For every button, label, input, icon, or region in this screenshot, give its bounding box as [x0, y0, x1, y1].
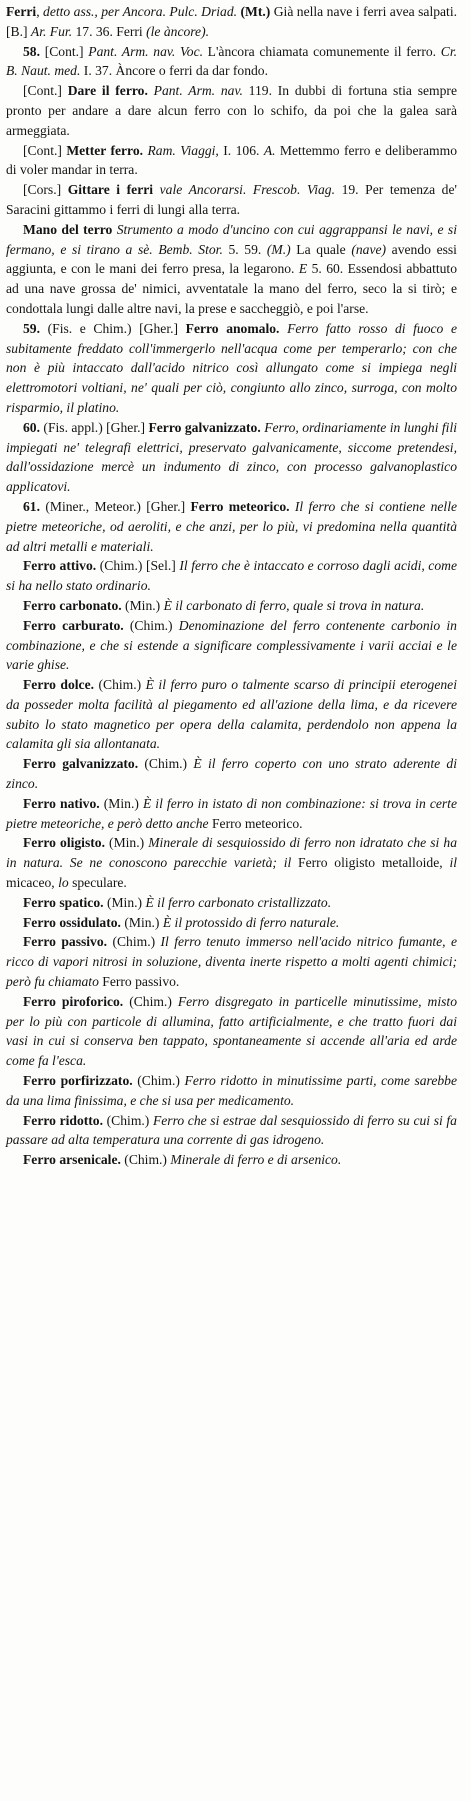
- text-run: Mettemmo ferro e deliberammo di voler mandar in terra.: [6, 142, 457, 178]
- text-run: 5. 59.: [222, 241, 267, 257]
- headword: 61.: [23, 498, 46, 514]
- italic-run: A.: [263, 142, 276, 158]
- italic-run: Pant. Arm. nav.: [153, 83, 243, 99]
- entry-60-ferro-galvanizzato: [6, 418, 457, 497]
- text-run: I. 106.: [218, 142, 264, 158]
- text-run: (Chim.) [Sel.]: [96, 558, 180, 574]
- headword: Ferro oligisto.: [23, 835, 105, 851]
- entry-ferro-ridotto: [6, 1111, 457, 1151]
- entry-ferro-galvanizzato-chim: [6, 754, 457, 794]
- text-run: (Chim.): [132, 1073, 185, 1089]
- headword: Ferro porfirizzato.: [23, 1073, 133, 1089]
- text-run: Ferro meteorico.: [208, 815, 303, 831]
- italic-run: È il protossido di ferro naturale.: [162, 914, 340, 930]
- italic-run: È il ferro puro o talmente scarso di principii eterogenei da posseder molta facilità al piegamento ed all'azione della lima, e da ricevere subito lo stato magnetico per opera della calamita, perdendolo non appena la calamita gli sia allontanata.: [6, 677, 457, 752]
- italic-run: detto ass., per Ancora. Pulc. Driad.: [43, 4, 238, 19]
- italic-run: È il ferro carbonato cristallizzato.: [145, 894, 332, 910]
- text-run: 5. 60. Essendosi abbattuto ad una nave grossa de' nimici, avventatale la mano del ferro, seco la si tirò; e condottala lungi dalle altre navi, la prese e saccheggiò, e poi l'arse.: [6, 261, 457, 316]
- text-run: (Fis. e Chim.) [Gher.]: [47, 320, 186, 336]
- text-run: Ferro oligisto metalloide,: [291, 855, 450, 871]
- entry-ferro-arsenicale: [6, 1150, 457, 1170]
- text-run: (Chim.): [123, 617, 179, 633]
- italic-run: Ferro ridotto in minutissime parti, come sarebbe da una lima finissima, e che si usa per medicamento.: [6, 1073, 457, 1108]
- entry-dare-il-ferro: [6, 81, 457, 140]
- entry-metter-ferro: [6, 141, 457, 181]
- italic-run: lo: [58, 875, 69, 891]
- text-run: (Min.): [99, 795, 143, 811]
- headword: 58.: [23, 43, 45, 59]
- italic-run: È il ferro coperto con uno strato aderente di zinco.: [6, 756, 458, 792]
- italic-run: Minerale di sesquiossido di ferro non idratato che si ha in natura. Se ne conoscono parecchie varietà; il: [6, 835, 457, 871]
- italic-run: Il ferro che si contiene nelle pietre meteoriche, od aeroliti, e che anzi, per lo più, vi predomina nella quantità ad altri metalli e materiali.: [6, 498, 458, 554]
- text-run: [Cont.]: [23, 142, 67, 158]
- italic-run: vale Ancorarsi. Frescob. Viag.: [159, 182, 336, 198]
- italic-run: (M.): [266, 241, 291, 257]
- entry-59-ferro-anomalo: [6, 319, 457, 418]
- entry-ferro-passivo: [6, 932, 457, 991]
- entry-ferro-ossidulato: [6, 913, 457, 933]
- headword: Dare il ferro.: [67, 83, 148, 99]
- entry-gittare-i-ferri: [6, 180, 457, 220]
- headword: Ferro galvanizzato.: [23, 756, 139, 772]
- entry-ferro-piroforico: [6, 992, 457, 1071]
- entry-ferro-attivo: [6, 556, 457, 596]
- headword: Mano del terro: [23, 221, 113, 237]
- text-run: avendo essi aggiunta, e con le mani dei ferro presa, la legarono.: [6, 241, 457, 277]
- headword: (Mt.): [237, 4, 274, 19]
- entry-mano-del-ferro: [6, 220, 457, 319]
- headword: Ferro nativo.: [23, 795, 100, 811]
- entry-ferro-porfirizzato: [6, 1071, 457, 1111]
- entry-ferro-carbonato: [6, 596, 457, 616]
- italic-run: Il ferro tenuto immerso nell'acido nitrico fumante, e ricco di vapori nitrosi in soluzione, diventa inerte rispetto a molti agenti chimici; però fu chiamato: [6, 934, 458, 990]
- italic-run: il: [449, 855, 457, 871]
- text-run: (Chim.): [94, 677, 146, 693]
- entry-61-ferro-meteorico: [6, 497, 457, 556]
- text-run: speculare.: [68, 875, 127, 891]
- italic-run: E: [298, 261, 308, 277]
- text-run: (Fis. appl.) [Gher.]: [43, 419, 149, 435]
- headword: Ferro dolce.: [23, 677, 95, 693]
- italic-run: (nave): [351, 241, 387, 257]
- headword: Ferro ridotto.: [23, 1112, 104, 1128]
- italic-run: Ferro, ordinariamente in lunghi fili impiegati ne' telegrafi elettrici, preservato galvanicamente, siccome pretendesi, dall'ossidazione mercè un indumento di zinco, con processo galvanoplastico applicatovi.: [6, 419, 458, 495]
- headword: Ferro ossidulato.: [23, 914, 121, 930]
- text-run: ,: [36, 4, 44, 19]
- text-run: La quale: [290, 241, 352, 257]
- headword: Ferro spatico.: [23, 894, 104, 910]
- italic-run: È il carbonato di ferro, quale si trova in natura.: [163, 597, 425, 613]
- italic-run: È il ferro in istato di non combinazione: si trova in certe pietre meteoriche, e però detto anche: [6, 795, 457, 831]
- entry-ferro-carburato: [6, 616, 457, 675]
- italic-run: Bemb. Stor.: [158, 241, 223, 257]
- text-run: (Chim.): [120, 1152, 171, 1168]
- text-run: [Cont.]: [23, 83, 68, 99]
- headword: Ferro galvanizzato.: [148, 419, 261, 435]
- headword: Ferro meteorico.: [190, 498, 290, 514]
- italic-run: Ar. Fur.: [30, 23, 73, 39]
- text-run: [279, 321, 287, 336]
- text-run: [Cont.]: [44, 43, 89, 59]
- headword: Metter ferro.: [66, 142, 144, 158]
- headword: 60.: [23, 419, 44, 435]
- entry-ferro-oligisto: [6, 833, 457, 892]
- text-run: I. 37. Àncore o ferri da dar fondo.: [80, 63, 268, 79]
- text-run: (Min.): [121, 597, 164, 613]
- text-run: (Min.): [103, 894, 146, 910]
- entry-ferro-spatico: [6, 893, 457, 913]
- headword: Ferro anomalo.: [185, 320, 280, 336]
- text-run: L'àncora chiamata comunemente il ferro.: [203, 43, 441, 59]
- italic-run: Minerale di ferro e di arsenico.: [170, 1152, 342, 1168]
- text-run: Già nella nave i ferri avea salpati. [B.]: [6, 4, 458, 39]
- italic-run: (le àncore).: [146, 23, 210, 39]
- text-run: (Min.): [120, 914, 163, 930]
- headword: Ferro attivo.: [23, 558, 97, 574]
- headword: Ferro carburato.: [23, 617, 124, 633]
- text-run: (Miner., Meteor.) [Gher.]: [45, 498, 191, 514]
- italic-run: Ram. Viaggi,: [147, 142, 219, 158]
- italic-run: Strumento a modo d'uncino con cui aggrappansi le navi, e si fermano, e si tirano a sè.: [6, 221, 457, 257]
- entry-ferro-dolce: [6, 675, 457, 754]
- text-run: micaceo,: [6, 875, 59, 891]
- italic-run: Cr. B. Naut. med.: [6, 43, 457, 79]
- italic-run: Ferro fatto rosso di fuoco e subitamente freddato coll'immergerlo nell'acqua come per temperarlo; con che non è più intaccato dall'acido nitrico così allungato come si impiega negli elettromotori voltiani, ne' quali per ciò, congiunto allo zinco, surroga, con molto risparmio, il platino.: [6, 320, 457, 415]
- entry-ferri-ancora: [6, 2, 457, 42]
- headword: Ferro passivo.: [23, 934, 108, 950]
- text-run: (Chim.): [138, 756, 194, 772]
- headword: Ferro carbonato.: [23, 597, 122, 613]
- headword: Ferro piroforico.: [23, 993, 124, 1009]
- headword: Gittare i ferri: [67, 182, 154, 198]
- text-run: (Chim.): [103, 1112, 153, 1128]
- entry-58: [6, 42, 457, 82]
- text-run: (Chim.): [123, 993, 178, 1009]
- headword: Ferri: [6, 4, 37, 19]
- headword: Ferro arsenicale.: [23, 1152, 121, 1168]
- italic-run: Denominazione del ferro contenente carbonio in combinazione, e che si estende a significare complessivamente i varii acciai e le varie ghise.: [6, 617, 457, 673]
- text-run: 119. In dubbi di fortuna stia sempre pronto per andare a dare alcun ferro con lo schifo, da poi che la galea sarà armeggiata.: [6, 83, 457, 138]
- italic-run: Il ferro che è intaccato e corroso dagli acidi, come si ha nello stato ordinario.: [6, 558, 457, 594]
- text-run: Ferro passivo.: [98, 974, 180, 990]
- text-run: [Cors.]: [23, 182, 68, 198]
- text-run: [153, 182, 160, 197]
- text-run: (Chim.): [107, 934, 161, 950]
- headword: 59.: [23, 320, 48, 336]
- text-run: 19. Per temenza de' Saracini gittammo i ferri di lungi alla terra.: [6, 182, 457, 217]
- italic-run: Ferro disgregato in particelle minutissime, misto per lo più con particole di allumina, fatto artificialmente, e che tratto fuori dai vasi in cui si conserva ben tappato, spontaneamente si accende all'aria ed arde come fa l'esca.: [6, 993, 457, 1069]
- italic-run: Ferro che si estrae dal sesquiossido di ferro su cui si fa passare ad alta temperatura una corrente di gas idrogeno.: [6, 1112, 457, 1148]
- text-run: 17. 36. Ferri: [72, 23, 147, 39]
- italic-run: Pant. Arm. nav. Voc.: [88, 43, 203, 59]
- text-run: (Min.): [104, 835, 149, 851]
- entry-ferro-nativo: [6, 794, 457, 834]
